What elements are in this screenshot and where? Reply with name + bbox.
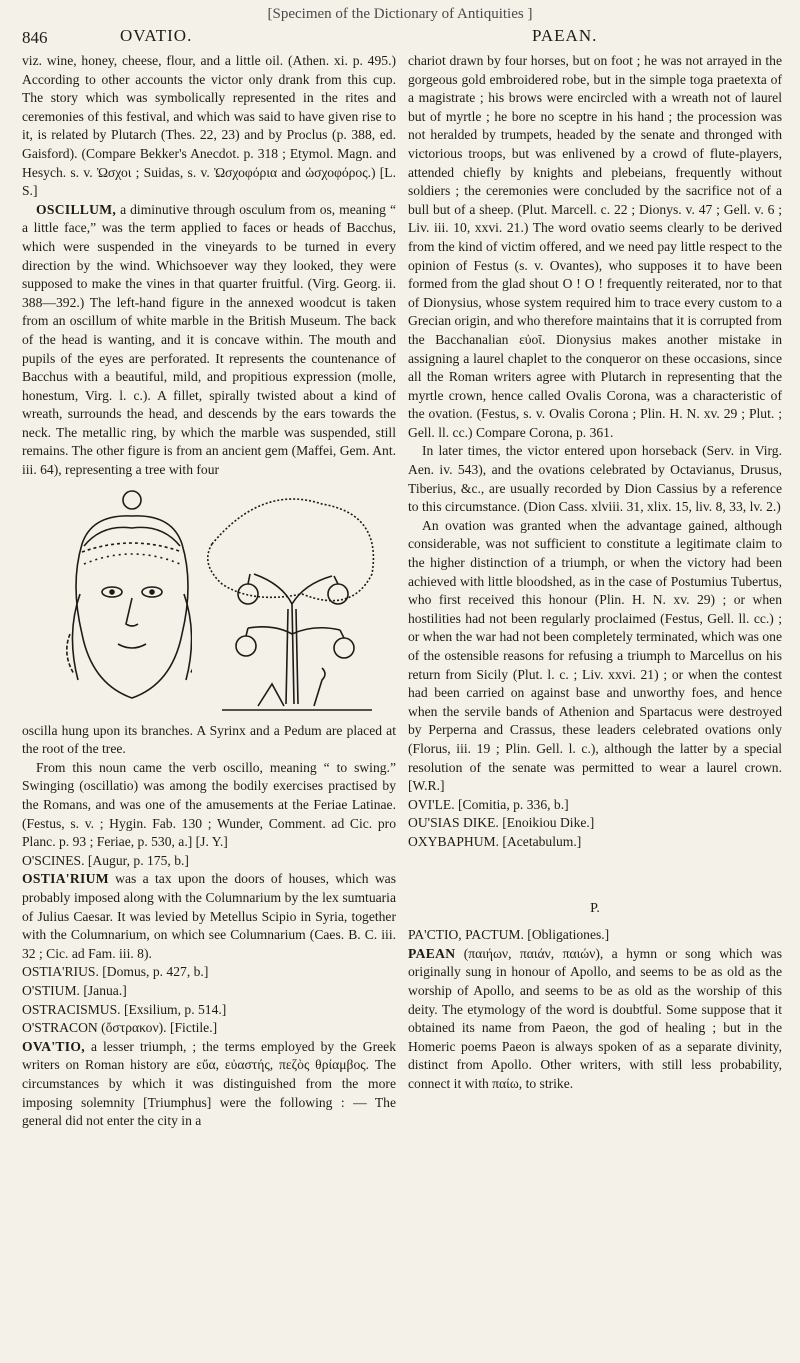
entry-oscines: O'SCINES. [Augur, p. 175, b.] [22,852,189,868]
entry-ovatio-text: a lesser triumph, ; the terms employed by the Greek writers on Roman history are εὔα, εὐαστής, πεζὸς θρίαμβος. The circumstances by which it was distinguished from the more imposing solemnity [Triumphus] were the following : — The general did not enter the city in a [22,1038,396,1129]
right-running-title: PAEAN. [532,26,598,45]
woodcut-illustration [22,484,396,716]
ovatio-paragraph-1: chariot drawn by four horses, but on foot ; he was not arrayed in the gorgeous gold embroidered robe, but in the simple toga praetexta of a magistrate ; his brows were encircled with a wreath not of laurel but of myrtle ; he bore no sceptre in his hand ; the procession was not heralded by trumpets, headed by the senate and thronged with victorious troops, but was enlivened by a crowd of flute-players, attended chiefly by knights and plebeians, frequently without soldiers ; the ceremonies were concluded by the sacrifice not of a bull but of a sheep. (Plut. Marcell. c. 22 ; Dionys. v. 47 ; Gell. v. 6 ; Liv. iii. 10, xxvi. 21.) The word ovatio seems clearly to be derived from the kind of victim offered, and we need pay little respect to the opinion of Festus (s. v. Ovantes), who supposes it to have been formed from the glad shout O ! O ! frequently reiterated, nor to that of Dionysius, whose system required him to trace every custom to a Grecian origin, and who therefore maintains that it is corrupted from the Bacchanalian εὐοῖ. Dionysius makes another mistake in assigning a laurel chaplet to the conqueror on these occasions, since all the Roman writers agree with Plutarch in representing that the myrtle crown, hence called Ovalis Corona, was a characteristic of the ovation. (Festus, s. v. Ovalis Corona ; Plin. H. N. xv. 29 ; Plut. ; Gell. ll. cc.) Compare Corona, p. 361. [408,53,782,440]
section-letter-p: P. [590,900,600,916]
top-banner: [Specimen of the Dictionary of Antiquities ] [267,6,533,22]
entry-paean [408,945,782,1094]
ovatio-paragraph-2: In later times, the victor entered upon horseback (Serv. in Virg. Aen. iv. 543), and the ovations celebrated by Octavianus, Drusus, Tiberius, &c., are usually recorded by Dion Cassius by a reference to this circumstance. (Dion Cass. xlviii. 31, xlix. 15, liv. 8, 33, lv. 2.) [408,443,782,515]
left-running-title: OVATIO. [120,26,193,45]
entry-ostiarium-text: was a tax upon the doors of houses, which was probably imposed along with the Columnarium by the lex sumtuaria of Julius Caesar. It was levied by Metellus Scipio in Syria, together with the Columnarium, on which see Columnarium (Caes. B. C. iii. 32 ; Cic. ad Fam. iii. 8). [22,871,396,961]
entry-ostium: O'STIUM. [Janua.] [22,982,127,998]
entry-ousias-dike: OU'SIAS DIKE. [Enoikiou Dike.] [408,815,595,831]
running-head [0,26,800,50]
entry-paean-text: (παιήων, παιάν, παιών), a hymn or song which was originally sung in honour of Apollo, and seems to be as old as the worship of Apollo, and seems to be as old as the worship of this deity. The etymology of the word is doubtful. Some suppose that it obtained its name from Paeon, the god of healing ; but in the Homeric poems Paeon is always spoken of as a separate divinity, distinct from Apollo. Other writers, with still less probability, connect it with παίω, to strike. [408,945,782,1091]
page-number: 846 [22,28,48,47]
entry-ovatio [22,1038,396,1131]
entry-ostracismus: OSTRACISMUS. [Exsilium, p. 514.] [22,1001,227,1017]
entry-oxybaphum: OXYBAPHUM. [Acetabulum.] [408,833,582,849]
ovatio-paragraph-3: An ovation was granted when the advantage gained, although considerable, was not sufficient to constitute a legitimate claim to the higher distinction of a triumph, or when the victory had been achieved with little bloodshed, as in the case of Postumius Tubertus, who first received this honour (Plin. H. N. xv. 29) ; or when hostilities had not been regularly proclaimed (Festus, Gell. ll. cc.) ; or when the war had not been completely terminated, which was one of the ostensible reasons for refusing a triumph to Marcellus on his return from Sicily (Plut. l. c. ; Liv. xxvi. 21) ; or when the contest had been carried on against base and unworthy foes, and hence when the servile bands of Athenion and Spartacus were destroyed by Perperna and Crassus, these leaders celebrated ovations only (Florus, iii. 19 ; Plin. Gell. l. c.), although the latter by a special resolution of the senate was permitted to wear a laurel crown. [W.R.] [408,517,782,794]
headword-ostiarium: OSTIA'RIUM [22,871,109,887]
entry-ovile: OVI'LE. [Comitia, p. 336, b.] [408,796,569,812]
entry-ostiarium [22,870,396,963]
oscillo-paragraph: From this noun came the verb oscillo, meaning “ to swing.” Swinging (oscillatio) was among the bodily exercises practised by the Romans, and was one of the amusements at the Feriae Latinae. (Festus, s. v. ; Hygin. Fab. 130 ; Wunder, Comment. ad Cic. pro Planc. p. 93 ; Feriae, p. 530, a.] [J. Y.] [22,759,396,850]
tree-with-oscilla-icon [192,486,392,712]
entry-oscillum-text: a diminutive through osculum from os, meaning “ a little face,” was the term applied to faces or heads of Bacchus, which were suspended in the vineyards to be turned in every direction by the wind. Whichsoever way they looked, they were supposed to make the vines in that quarter fruitful. (Virg. Georg. ii. 388—392.) The left-hand figure in the annexed woodcut is taken from an oscillum of white marble in the British Museum. The back of the head is wanting, and it is concave within. The mouth and pupils of the eyes are perforated. It represents the countenance of Bacchus with a beautiful, mild, and propitious expression (molle, honestum, Virg. l. c.). A fillet, spirally twisted about a kind of wreath, surrounds the head, and descends by the ears towards the neck. The metallic ring, by which the marble was suspended, still remains. The other figure is from an ancient gem (Maffei, Gem. Ant. iii. 64), representing a tree with four [22,201,396,478]
woodcut-figure [22,484,396,716]
oscillum-face-icon [67,491,197,698]
entry-oscillum [22,201,396,480]
right-column [408,52,782,1093]
oscilla-caption-text: oscilla hung upon its branches. A Syrinx and a Pedum are placed at the root of the tree. [22,722,396,757]
ovatio-continuation: viz. wine, honey, cheese, flour, and a little oil. (Athen. xi. p. 495.) According to other accounts the victor only drank from this cup. The story which was symbolically represented in the rites and ceremonies of this festival, and which was said to have given rise to it, is related by Plutarch (Thes. 22, 23) and by Proclus (p. 388, ed. Gaisford). (Compare Bekker's Anecdot. p. 318 ; Etymol. Magn. and Hesych. s. v. Ὠσχοι ; Suidas, s. v. Ὠσχοφόρια and ὠσχοφόρος.) [L. S.] [22,53,396,199]
entry-ostiarius: OSTIA'RIUS. [Domus, p. 427, b.] [22,964,209,980]
left-column [22,52,396,1131]
headword-paean: PAEAN [408,945,456,961]
headword-oscillum: OSCILLUM, [36,201,117,217]
headword-ovatio: OVA'TIO, [22,1038,85,1054]
entry-pactio: PA'CTIO, PACTUM. [Obligationes.] [408,927,610,943]
section-spacer [408,852,782,890]
entry-ostracon: O'STRACON (ὄστρακον). [Fictile.] [22,1020,218,1036]
